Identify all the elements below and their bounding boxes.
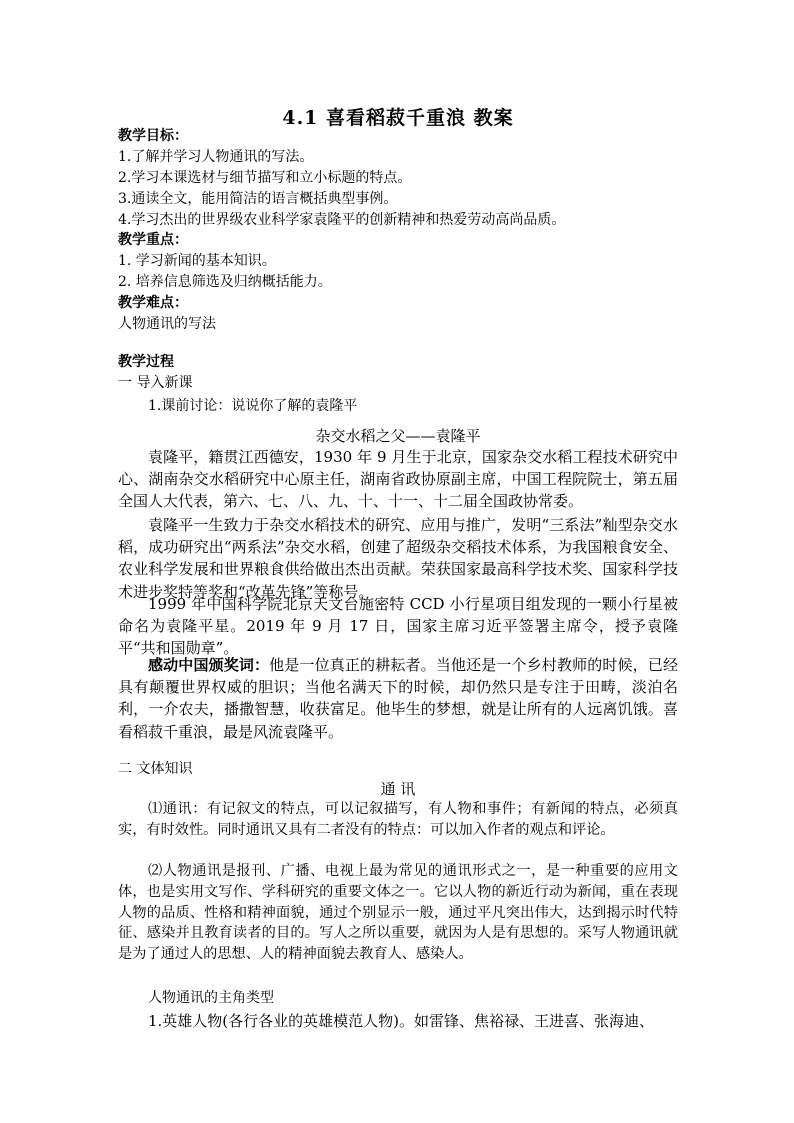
goal-item: 3.通读全文，能用简洁的语言概括典型事例。: [118, 191, 398, 207]
paragraph-person-tongxun: ⑵人物通讯是报刊、广播、电视上最为常见的通讯形式之一，是一种重要的应用文体，也是实用文写作、学科研究的重要文体之一。它以人物的新近行动为新闻，重在表现人物的品质、性格和精神面貌，通过个别显示一般，通过平凡突出伟大，达到揭示时代特征、感染并且教育读者的目的。写人之所以重要，就因为人是有思想的。采写人物通讯就是为了通过人的思想、人的精神面貌去教育人、感染人。: [118, 863, 678, 963]
goal-item: 4.学习杰出的世界级农业科学家袁隆平的创新精神和热爱劳动高尚品质。: [118, 212, 566, 228]
goal-item: 2.学习本课选材与细节描写和立小标题的特点。: [118, 170, 412, 186]
paragraph-honors: 1999 年中国科学院北京天文台施密特 CCD 小行星项目组发现的一颗小行星被命名为袁隆平星。2019 年 9 月 17 日，国家主席习近平签署主席令，授予袁隆平“共和国勋章”。: [118, 595, 678, 658]
section-heading-intro: 一 导入新课: [118, 375, 193, 391]
type-item: 1.英雄人物(各行各业的英雄模范人物)。如雷锋、焦裕禄、王进喜、张海迪、: [148, 1012, 655, 1030]
document-title: 4.1 喜看稻菽千重浪 教案: [282, 107, 514, 129]
key-points-heading: 教学重点：: [118, 232, 188, 248]
key-point-item: 2. 培养信息筛选及归纳概括能力。: [118, 274, 332, 290]
goal-item: 1.了解并学习人物通讯的写法。: [118, 149, 314, 165]
process-heading: 教学过程: [118, 354, 174, 370]
section-heading-genre: 二 文体知识: [118, 761, 193, 777]
award-speech-label: 感动中国颁奖词：: [148, 656, 270, 674]
key-point-item: 1. 学习新闻的基本知识。: [118, 253, 276, 269]
discussion-prompt: 1.课前讨论：说说你了解的袁隆平: [148, 398, 358, 414]
paragraph-award-speech: [118, 654, 678, 743]
difficult-point-item: 人物通讯的写法: [118, 316, 216, 332]
goals-heading: 教学目标：: [118, 128, 188, 144]
tongxun-title: 通 讯: [380, 780, 416, 798]
difficult-points-heading: 教学难点：: [118, 295, 188, 311]
paragraph-tongxun-definition: ⑴通讯：有记叙文的特点，可以记叙描写，有人物和事件；有新闻的特点，必须真实，有时效性。同时通讯又具有二者没有的特点：可以加入作者的观点和评论。: [118, 801, 678, 838]
paragraph-achievements: 袁隆平一生致力于杂交水稻技术的研究、应用与推广，发明“三系法”籼型杂交水稻，成功研究出“两系法”杂交水稻，创建了超级杂交稻技术体系，为我国粮食安全、农业科学发展和世界粮食供给做出杰出贡献。荣获国家最高科学技术奖、国家科学技术进步奖特等奖和“改革先锋”等称号。: [118, 516, 678, 601]
award-speech-text: 他是一位真正的耕耘者。当他还是一个乡村教师的时候，已经具有颠覆世界权威的胆识；当他名满天下的时候，却仍然只是专注于田畴，淡泊名利，一介农夫，播撒智慧，收获富足。他毕生的梦想，就是让所有的人远离饥饿。喜看稻菽千重浪，最是风流袁隆平。: [118, 656, 678, 741]
paragraph-bio: 袁隆平，籍贯江西德安，1930 年 9 月生于北京，国家杂交水稻工程技术研究中心、湖南杂交水稻研究中心原主任，湖南省政协原副主席，中国工程院院士，第五届全国人大代表，第六、七、八、九、十、十一、十二届全国政协常委。: [118, 448, 678, 511]
types-heading: 人物通讯的主角类型: [148, 990, 274, 1006]
subtitle: 杂交水稻之父——袁隆平: [315, 427, 481, 445]
